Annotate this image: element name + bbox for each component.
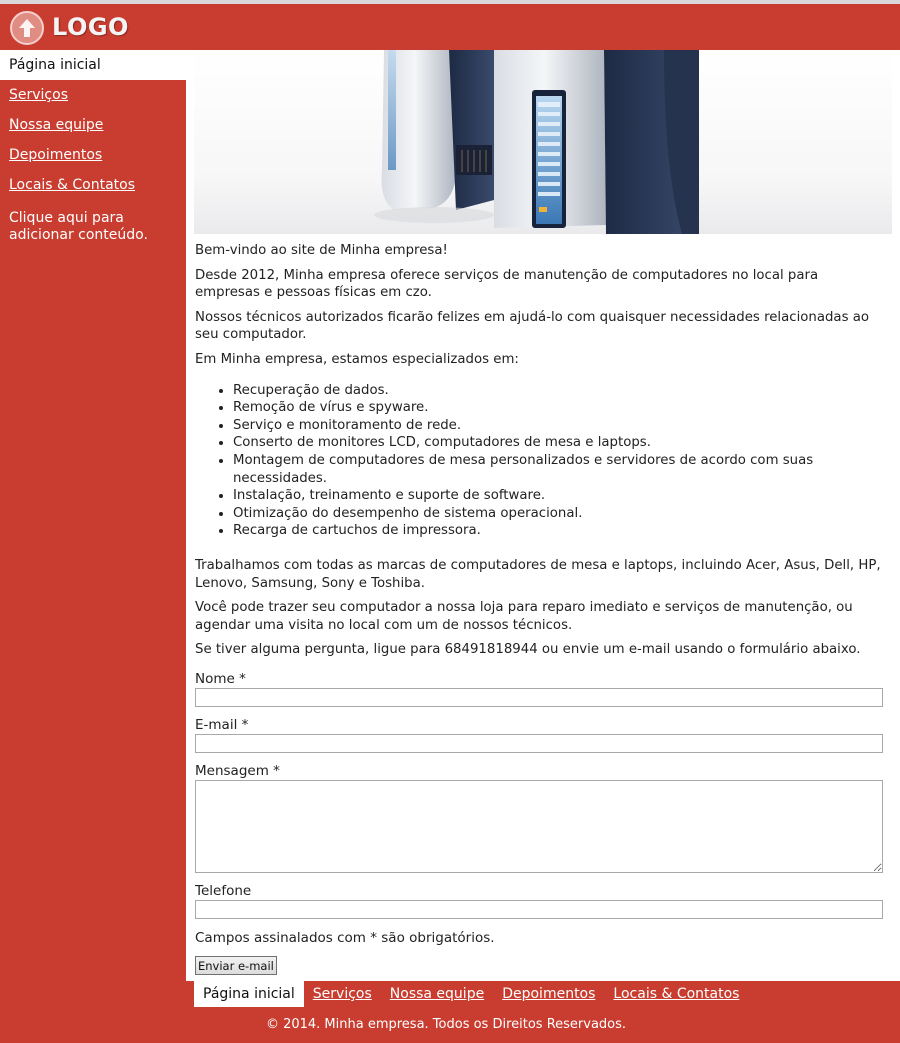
email-input[interactable] — [195, 734, 883, 753]
bring-paragraph: Você pode trazer seu computador a nossa loja para reparo imediato e serviços de manutenção, ou agendar uma visita no local com um de nossos técnicos. — [195, 600, 853, 633]
logo-arrow-icon[interactable] — [10, 11, 44, 45]
list-item: • Montagem de computadores de mesa personalizados e servidores de acordo com suas necessidades. — [233, 452, 885, 487]
main-content — [186, 50, 900, 981]
sidebar-item-testimonials[interactable]: Depoimentos — [9, 147, 103, 163]
email-label: E-mail * — [195, 717, 249, 733]
footer-item-services[interactable]: Serviços — [312, 986, 372, 1002]
footer-item-testimonials[interactable]: Depoimentos — [502, 986, 596, 1002]
site-header — [0, 4, 900, 50]
contact-form — [195, 670, 885, 973]
welcome-text: Bem-vindo ao site de Minha empresa! — [195, 243, 448, 258]
contact-paragraph: Se tiver alguma pergunta, ligue para 68491818944 ou envie um e-mail usando o formulário abaixo. — [195, 642, 861, 658]
list-item: • Remoção de vírus e spyware. — [233, 399, 885, 417]
sidebar-nav — [0, 50, 186, 981]
sidebar-item-locations[interactable]: Locais & Contatos — [9, 177, 136, 193]
list-item: • Recuperação de dados. — [233, 382, 885, 400]
logo-text[interactable]: LOGO — [52, 13, 129, 41]
footer-item-team[interactable]: Nossa equipe — [389, 986, 485, 1002]
list-item: • Otimização do desempenho de sistema operacional. — [233, 505, 885, 523]
techs-paragraph: Nossos técnicos autorizados ficarão felizes em ajudá-lo com quaisquer necessidades relacionadas ao seu computador. — [195, 309, 870, 343]
required-note: Campos assinalados com * são obrigatórios. — [195, 930, 495, 946]
send-email-button[interactable]: Enviar e-mail — [195, 956, 277, 975]
phone-label: Telefone — [195, 883, 252, 899]
footer-item-locations[interactable]: Locais & Contatos — [613, 986, 740, 1002]
brands-paragraph: Trabalhamos com todas as marcas de computadores de mesa e laptops, incluindo Acer, Asus, Dell, HP, Lenovo, Samsung, Sony e Toshiba. — [195, 557, 881, 591]
name-input[interactable] — [195, 688, 883, 707]
list-item: • Instalação, treinamento e suporte de software. — [233, 487, 885, 505]
sidebar-item-home[interactable]: Página inicial — [0, 50, 186, 80]
list-item: • Recarga de cartuchos de impressora. — [233, 522, 885, 540]
name-label: Nome * — [195, 671, 246, 687]
footer-nav — [194, 981, 748, 1007]
message-textarea[interactable] — [195, 780, 883, 873]
banner-image — [194, 50, 892, 234]
intro-paragraph: Desde 2012, Minha empresa oferece serviços de manutenção de computadores no local para empresas e pessoas físicas em czo. — [195, 267, 819, 301]
sidebar-item-team[interactable]: Nossa equipe — [9, 117, 104, 133]
list-item: • Conserto de monitores LCD, computadores de mesa e laptops. — [233, 434, 885, 452]
sidebar-item-services[interactable]: Serviços — [9, 87, 68, 103]
specialized-paragraph: Em Minha empresa, estamos especializados em: — [195, 351, 519, 367]
sidebar-add-content[interactable]: Clique aqui para adicionar conteúdo. — [9, 210, 148, 243]
copyright-text: © 2014. Minha empresa. Todos os Direitos Reservados. — [265, 1017, 627, 1032]
intro-text — [195, 242, 885, 666]
services-list — [233, 382, 885, 540]
footer-item-home[interactable]: Página inicial — [194, 981, 304, 1007]
message-label: Mensagem * — [195, 763, 280, 779]
phone-input[interactable] — [195, 900, 883, 919]
list-item: • Serviço e monitoramento de rede. — [233, 417, 885, 435]
